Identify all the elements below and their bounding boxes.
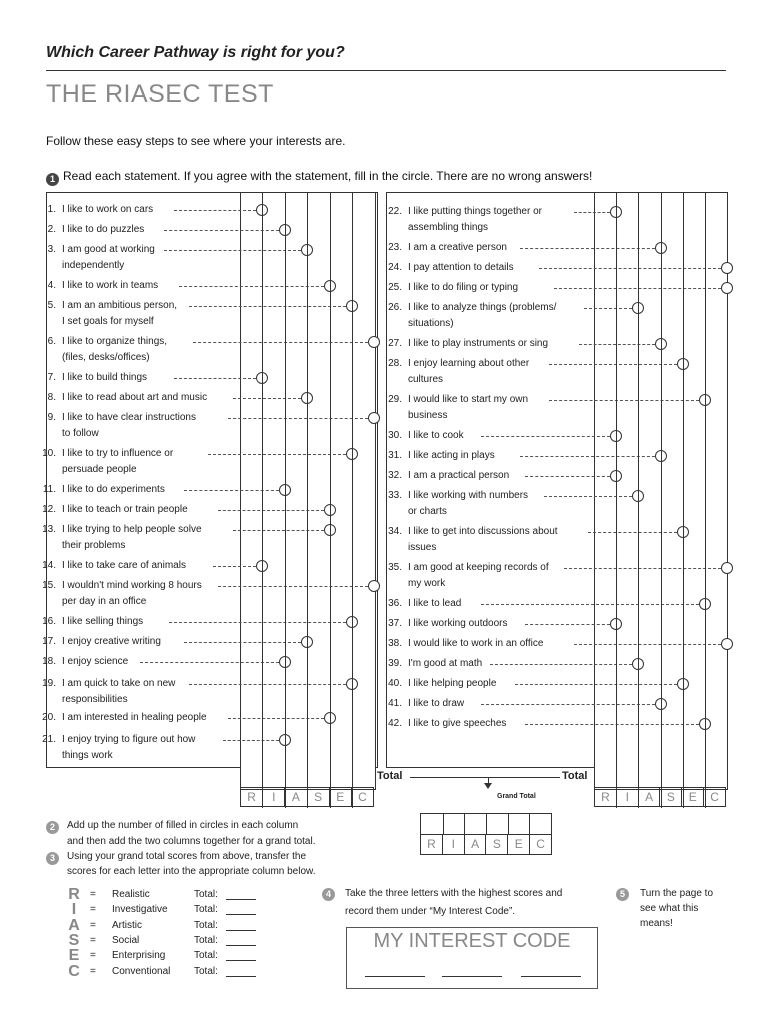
question-number: 32. (388, 470, 402, 481)
legend-total-blank[interactable] (226, 945, 256, 946)
legend-row (66, 902, 266, 917)
left-column-letters (240, 787, 374, 807)
question-text: I like to read about art and music (62, 392, 208, 403)
legend-total-blank[interactable] (226, 930, 256, 931)
question-item (36, 371, 236, 387)
leader-line (140, 662, 279, 663)
question-number: 28. (388, 358, 402, 369)
leader-line (184, 642, 301, 643)
leader-line (539, 268, 721, 269)
arrow-head-icon (484, 783, 492, 789)
question-text: I like working outdoors (408, 618, 508, 629)
question-number: 12. (42, 504, 56, 515)
legend-name: Realistic (112, 889, 150, 900)
question-item (382, 281, 592, 297)
question-item (36, 447, 236, 479)
question-item (36, 411, 236, 443)
question-text: I would like to start my own (408, 394, 529, 405)
legend-equals: = (90, 904, 96, 916)
question-number: 31. (388, 450, 402, 461)
step-5-line-3: means! (640, 918, 673, 929)
leader-line (520, 456, 655, 457)
leader-line (193, 342, 368, 343)
legend-row (66, 964, 266, 979)
question-number: 14. (42, 560, 56, 571)
question-item (36, 677, 236, 709)
question-item (382, 337, 592, 353)
column-letter-i: I (262, 788, 284, 806)
legend-equals: = (90, 965, 96, 977)
my-interest-code-box (346, 927, 598, 989)
answer-circle[interactable] (721, 262, 733, 274)
answer-circle[interactable] (368, 336, 380, 348)
grand-total-cell[interactable] (421, 814, 443, 834)
question-item (36, 711, 236, 727)
my-interest-code-title: MY INTEREST CODE (373, 930, 571, 952)
question-item (382, 393, 592, 425)
question-item (36, 335, 236, 367)
legend-total-blank[interactable] (226, 899, 256, 900)
header-divider (46, 70, 726, 71)
leader-line (481, 704, 655, 705)
step-1-number: 1 (46, 173, 59, 186)
question-text: I enjoy creative writing (62, 636, 161, 647)
legend-total-label: Total: (194, 904, 218, 916)
legend-row (66, 887, 266, 902)
question-item (382, 469, 592, 485)
question-text: I like to do filing or typing (408, 282, 519, 293)
question-text: responsibilities (62, 694, 128, 705)
column-letter-s: S (659, 788, 681, 806)
question-text: I like to give speeches (408, 718, 507, 729)
column-divider (307, 192, 308, 808)
grand-total-label: Grand Total (497, 793, 536, 800)
answer-circle[interactable] (368, 412, 380, 424)
column-letter-c: C (703, 788, 725, 806)
page-title: THE RIASEC TEST (46, 80, 274, 108)
question-text: I am interested in healing people (62, 712, 207, 723)
legend-total-label: Total: (194, 950, 218, 962)
question-item (382, 561, 592, 593)
leader-line (564, 568, 721, 569)
legend-equals: = (90, 934, 96, 946)
question-text: to follow (62, 428, 99, 439)
legend-letter: A (68, 916, 80, 934)
question-text: I enjoy science (62, 656, 129, 667)
answer-circle[interactable] (721, 282, 733, 294)
question-item (382, 241, 592, 257)
question-text: I would like to work in an office (408, 638, 544, 649)
question-text: I like to have clear instructions (62, 412, 196, 423)
question-text: I like to do puzzles (62, 224, 145, 235)
leader-line (520, 248, 655, 249)
question-text: persuade people (62, 464, 137, 475)
column-divider (262, 192, 263, 808)
legend-name: Social (112, 934, 140, 946)
column-letter-e: E (329, 788, 351, 806)
step-1-text: Read each statement. If you agree with the statement, fill in the circle. There are no wrong answers! (63, 169, 593, 183)
page-subtitle: Which Career Pathway is right for you? (46, 44, 345, 61)
question-text: or charts (408, 506, 447, 517)
question-number: 19. (42, 678, 56, 689)
step-5-line-2: see what this (640, 903, 699, 914)
right-column-letters (594, 787, 726, 807)
question-text: I like to draw (408, 698, 465, 709)
question-number: 34. (388, 526, 402, 537)
leader-line (164, 250, 301, 251)
column-letter-c: C (529, 835, 551, 854)
leader-line (574, 212, 610, 213)
legend-total-label: Total: (194, 934, 218, 946)
step-4-number: 4 (322, 888, 335, 901)
question-item (382, 301, 592, 333)
question-item (382, 205, 592, 237)
question-item (382, 657, 592, 673)
question-item (36, 523, 236, 555)
legend-letter: S (68, 931, 80, 949)
grand-total-cell[interactable] (529, 814, 551, 834)
leader-line (233, 530, 324, 531)
legend-name: Investigative (112, 904, 168, 916)
question-number: 41. (388, 698, 402, 709)
legend-row (66, 933, 266, 948)
leader-line (481, 604, 699, 605)
question-number: 30. (388, 430, 402, 441)
question-number: 6. (47, 336, 56, 347)
question-item (36, 635, 236, 651)
question-text: I like to work in teams (62, 280, 159, 291)
leader-line (174, 378, 256, 379)
question-text: per day in an office (62, 596, 147, 607)
step-5-number: 5 (616, 888, 629, 901)
question-text: I am quick to take on new (62, 678, 176, 689)
question-text: I like trying to help people solve (62, 524, 202, 535)
question-text: I enjoy learning about other (408, 358, 530, 369)
column-letter-s: S (307, 788, 329, 806)
question-item (36, 243, 236, 275)
question-item (382, 429, 592, 445)
question-text: I like to try to influence or (62, 448, 174, 459)
legend-total-label: Total: (194, 919, 218, 931)
step-4 (322, 886, 339, 901)
step-5 (616, 886, 633, 901)
question-text: I like to lead (408, 598, 462, 609)
question-item (36, 299, 236, 331)
grand-total-cell[interactable] (486, 814, 508, 834)
question-text: I like to organize things, (62, 336, 168, 347)
question-text: I like selling things (62, 616, 144, 627)
question-number: 10. (42, 448, 56, 459)
question-item (36, 391, 236, 407)
question-text: I like to teach or train people (62, 504, 188, 515)
question-number: 21. (42, 734, 56, 745)
question-text: cultures (408, 374, 444, 385)
answer-circle[interactable] (721, 638, 733, 650)
question-number: 11. (42, 484, 56, 495)
question-number: 23. (388, 242, 402, 253)
column-letter-r: R (601, 790, 610, 804)
column-divider (661, 192, 662, 808)
question-text: I like to play instruments or sing (408, 338, 549, 349)
column-divider (330, 192, 331, 808)
question-text: I'm good at math (408, 658, 483, 669)
leader-line (233, 398, 301, 399)
leader-line (584, 308, 632, 309)
question-item (382, 637, 592, 653)
legend-letter: C (68, 962, 80, 980)
question-number: 26. (388, 302, 402, 313)
question-item (36, 733, 236, 765)
grand-total-box (420, 813, 552, 855)
question-item (36, 559, 236, 575)
right-total-label: Total (562, 770, 588, 782)
column-divider (616, 192, 617, 808)
question-item (36, 279, 236, 295)
leader-line (189, 306, 346, 307)
question-text: I like to work on cars (62, 204, 154, 215)
interest-code-blank-3[interactable] (521, 976, 581, 977)
question-text: their problems (62, 540, 126, 551)
column-letter-s: S (485, 835, 507, 854)
question-text: independently (62, 260, 125, 271)
column-divider (638, 192, 639, 808)
grand-total-cell[interactable] (464, 814, 486, 834)
question-item (36, 503, 236, 519)
legend-letter: I (71, 901, 77, 919)
column-letter-a: A (464, 835, 486, 854)
question-item (36, 615, 236, 631)
question-item (36, 483, 236, 499)
question-text: I like working with numbers (408, 490, 529, 501)
leader-line (525, 724, 699, 725)
leader-line (525, 624, 610, 625)
question-text: (files, desks/offices) (62, 352, 150, 363)
question-number: 29. (388, 394, 402, 405)
legend-name: Conventional (112, 965, 171, 977)
question-item (36, 203, 236, 219)
question-number: 42. (388, 718, 402, 729)
question-number: 1. (47, 204, 56, 215)
legend-row (66, 948, 266, 963)
question-number: 9. (47, 412, 56, 423)
question-number: 40. (388, 678, 402, 689)
legend-letter: E (68, 947, 80, 965)
column-divider (352, 192, 353, 808)
column-letter-e: E (681, 788, 703, 806)
total-connector-right (488, 777, 560, 778)
question-number: 18. (42, 656, 56, 667)
question-text: I like acting in plays (408, 450, 495, 461)
legend-total-label: Total: (194, 965, 218, 977)
question-item (382, 597, 592, 613)
leader-line (588, 532, 677, 533)
question-text: I am an ambitious person, (62, 300, 178, 311)
question-text: I like to get into discussions about (408, 526, 558, 537)
step-2-number: 2 (46, 821, 59, 834)
column-letter-a: A (638, 788, 660, 806)
step-4-line-1: Take the three letters with the highest scores and (345, 888, 563, 899)
question-text: my work (408, 578, 446, 589)
step-3-number: 3 (46, 852, 59, 865)
question-item (382, 697, 592, 713)
question-text: I pay attention to details (408, 262, 514, 273)
question-item (36, 579, 236, 611)
leader-line (525, 476, 610, 477)
grand-total-cell[interactable] (443, 814, 465, 834)
legend-row (66, 918, 266, 933)
step-3 (46, 850, 63, 865)
question-number: 33. (388, 490, 402, 501)
grand-total-letters (421, 835, 551, 854)
question-text: I am a practical person (408, 470, 510, 481)
question-item (382, 525, 592, 557)
total-connector-left (410, 777, 488, 778)
interest-code-blank-2[interactable] (442, 976, 502, 977)
step-3-line-2: scores for each letter into the appropriate column below. (67, 866, 316, 877)
question-text: I am good at working (62, 244, 155, 255)
question-number: 25. (388, 282, 402, 293)
column-letter-r: R (247, 790, 256, 804)
leader-line (574, 644, 721, 645)
question-number: 17. (42, 636, 56, 647)
question-text: I set goals for myself (62, 316, 154, 327)
legend-total-blank[interactable] (226, 976, 256, 977)
question-number: 36. (388, 598, 402, 609)
leader-line (515, 684, 677, 685)
question-number: 2. (47, 224, 56, 235)
legend-name: Artistic (112, 919, 142, 931)
question-text: I like to cook (408, 430, 464, 441)
legend-total-blank[interactable] (226, 914, 256, 915)
column-divider (285, 192, 286, 808)
legend-total-label: Total: (194, 889, 218, 900)
column-letter-r: R (427, 837, 436, 851)
legend-total-blank[interactable] (226, 960, 256, 961)
column-letter-e: E (507, 835, 529, 854)
question-number: 3. (47, 244, 56, 255)
question-item (36, 655, 236, 671)
legend-name: Enterprising (112, 950, 166, 962)
leader-line (208, 454, 346, 455)
question-number: 8. (47, 392, 56, 403)
question-item (382, 677, 592, 693)
step-2-line-1: Add up the number of filled in circles in each column (67, 820, 299, 831)
leader-line (228, 718, 324, 719)
question-number: 20. (42, 712, 56, 723)
column-letter-i: I (442, 835, 464, 854)
answer-circle[interactable] (721, 562, 733, 574)
step-4-line-2: record them under “My Interest Code”. (345, 906, 516, 917)
question-item (382, 489, 592, 521)
question-text: I like putting things together or (408, 206, 542, 217)
question-item (36, 223, 236, 239)
question-text: I like to take care of animals (62, 560, 186, 571)
question-number: 5. (47, 300, 56, 311)
question-number: 13. (42, 524, 56, 535)
question-text: business (408, 410, 448, 421)
question-number: 38. (388, 638, 402, 649)
left-total-label: Total (377, 770, 403, 782)
step-2-line-2: and then add the two columns together for a grand total. (67, 836, 316, 847)
leader-line (223, 740, 279, 741)
question-number: 22. (388, 206, 402, 217)
column-letter-a: A (284, 788, 306, 806)
question-item (382, 357, 592, 389)
step-5-line-1: Turn the page to (640, 888, 714, 899)
question-number: 16. (42, 616, 56, 627)
question-item (382, 261, 592, 277)
leader-line (213, 566, 256, 567)
question-text: situations) (408, 318, 454, 329)
question-text: I am good at keeping records of (408, 562, 549, 573)
step-1 (46, 169, 592, 186)
question-text: issues (408, 542, 437, 553)
column-letter-i: I (616, 788, 638, 806)
question-number: 15. (42, 580, 56, 591)
question-number: 37. (388, 618, 402, 629)
legend-equals: = (90, 950, 96, 962)
question-text: I like to do experiments (62, 484, 165, 495)
question-number: 39. (388, 658, 402, 669)
question-text: I enjoy trying to figure out how (62, 734, 196, 745)
grand-total-cell[interactable] (508, 814, 530, 834)
column-letter-c: C (351, 788, 373, 806)
column-divider (683, 192, 684, 808)
question-item (382, 449, 592, 465)
question-text: I wouldn't mind working 8 hours (62, 580, 202, 591)
column-divider (705, 192, 706, 808)
interest-code-blank-1[interactable] (365, 976, 425, 977)
leader-line (169, 622, 346, 623)
legend-equals: = (90, 889, 96, 900)
step-3-line-1: Using your grand total scores from above, transfer the (67, 851, 307, 862)
question-number: 4. (47, 280, 56, 291)
question-text: I like to analyze things (problems/ (408, 302, 557, 313)
leader-line (549, 364, 677, 365)
leader-line (549, 400, 699, 401)
leader-line (490, 664, 632, 665)
question-text: things work (62, 750, 113, 761)
leader-line (174, 210, 256, 211)
leader-line (218, 586, 368, 587)
question-number: 27. (388, 338, 402, 349)
question-text: I like to build things (62, 372, 148, 383)
question-text: assembling things (408, 222, 489, 233)
legend-letter: R (68, 886, 80, 903)
leader-line (228, 418, 368, 419)
intro-text: Follow these easy steps to see where your interests are. (46, 134, 346, 148)
leader-line (189, 684, 346, 685)
step-2 (46, 819, 63, 834)
legend-equals: = (90, 919, 96, 931)
question-number: 35. (388, 562, 402, 573)
question-text: I like helping people (408, 678, 497, 689)
answer-circle[interactable] (368, 580, 380, 592)
leader-line (179, 286, 324, 287)
question-number: 7. (47, 372, 56, 383)
leader-line (481, 436, 610, 437)
question-number: 24. (388, 262, 402, 273)
question-item (382, 717, 592, 733)
question-text: I am a creative person (408, 242, 507, 253)
leader-line (544, 496, 632, 497)
question-item (382, 617, 592, 633)
leader-line (184, 490, 279, 491)
